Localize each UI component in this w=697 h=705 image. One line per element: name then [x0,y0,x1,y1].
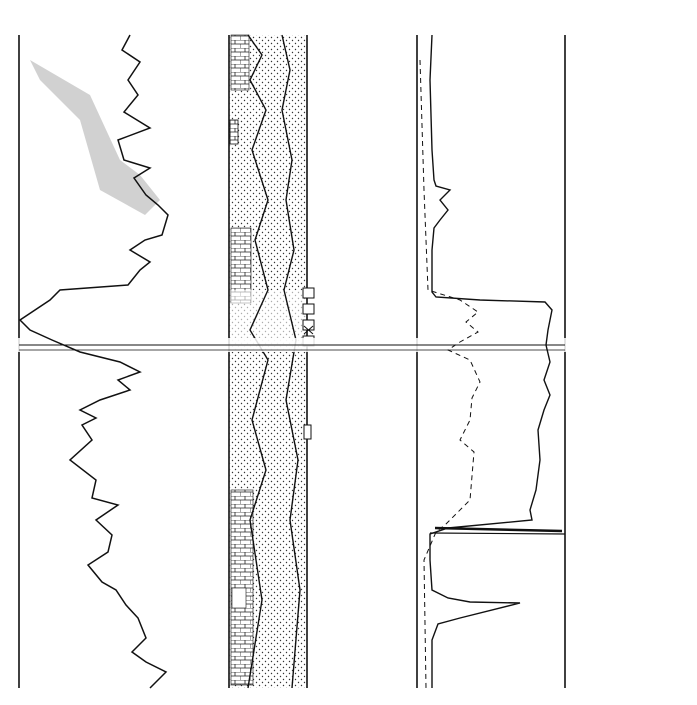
gas-trace-dashed [420,60,480,688]
total-gas-curve [430,35,552,688]
